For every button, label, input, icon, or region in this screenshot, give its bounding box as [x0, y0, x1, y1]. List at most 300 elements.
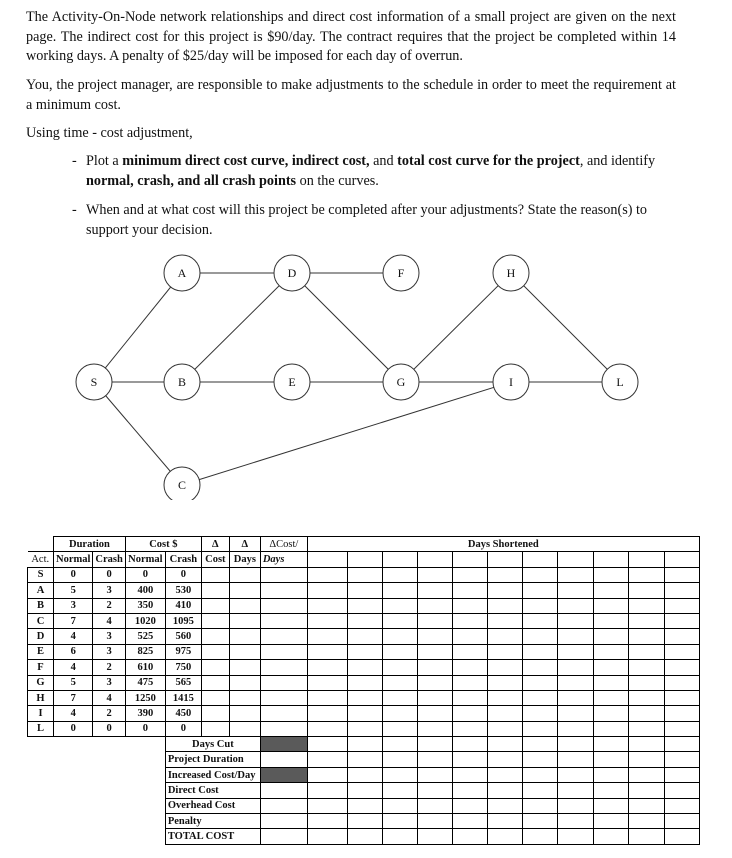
- bullet-dash: -: [72, 202, 77, 218]
- edge-c-i: [182, 382, 511, 485]
- table-row: [28, 567, 700, 582]
- crash-duration-cell: 3: [93, 583, 125, 598]
- blank-cell: [522, 706, 557, 721]
- blank-cell: [522, 721, 557, 736]
- activity-cell: B: [28, 598, 54, 613]
- blank-cell: [452, 829, 487, 844]
- crash-duration-cell: 2: [93, 660, 125, 675]
- crash-cost-cell: 1095: [165, 613, 201, 628]
- blank-cell: [487, 814, 522, 829]
- blank-cell: [382, 629, 417, 644]
- crash-cost-cell: 560: [165, 629, 201, 644]
- normal-cost-cell: 400: [125, 583, 165, 598]
- blank-cell: [347, 829, 382, 844]
- svg-text:D: D: [287, 266, 297, 280]
- blank-cell: [452, 660, 487, 675]
- blank-cell: [628, 706, 664, 721]
- crash-cost-cell: 450: [165, 706, 201, 721]
- summary-value-cell: [260, 814, 307, 829]
- summary-value-cell: [260, 798, 307, 813]
- blank-cell: [307, 660, 347, 675]
- blank-cell: [522, 613, 557, 628]
- blank-cell: [557, 798, 593, 813]
- summary-value-cell: [260, 752, 307, 767]
- table-row: [28, 629, 700, 644]
- node-s: [76, 364, 112, 400]
- blank-cell: [201, 567, 229, 582]
- header-days-label: Days: [229, 552, 260, 567]
- blank-cell: [522, 814, 557, 829]
- blank-cell: [487, 598, 522, 613]
- blank-cell: [229, 583, 260, 598]
- table-row: [28, 598, 700, 613]
- blank-cell: [347, 583, 382, 598]
- header-normal-duration: Normal: [54, 552, 93, 567]
- blank-cell: [557, 706, 593, 721]
- blank-cell: [664, 706, 699, 721]
- table-row: [28, 644, 700, 659]
- node-i: [493, 364, 529, 400]
- blank-cell: [260, 644, 307, 659]
- crash-cost-cell: 0: [165, 567, 201, 582]
- blank-cell: [628, 629, 664, 644]
- edge-s-a: [94, 273, 182, 382]
- blank-cell: [229, 721, 260, 736]
- activity-cell: I: [28, 706, 54, 721]
- bullet-dash: -: [72, 153, 77, 169]
- normal-cost-cell: 1250: [125, 690, 165, 705]
- header-cost-per-day: ΔCost/: [260, 537, 307, 552]
- header-crash-cost: Crash: [165, 552, 201, 567]
- blank-cell: [487, 690, 522, 705]
- blank-cell: [452, 721, 487, 736]
- blank-cell: [347, 706, 382, 721]
- blank-cell: [452, 613, 487, 628]
- node-h: [493, 255, 529, 291]
- blank-cell: [522, 583, 557, 598]
- blank-cell: [347, 567, 382, 582]
- blank-cell: [452, 629, 487, 644]
- blank-cell: [487, 721, 522, 736]
- blank-cell: [593, 829, 628, 844]
- summary-row: [28, 798, 700, 813]
- svg-text:I: I: [509, 375, 513, 389]
- blank-cell: [628, 783, 664, 798]
- blank-cell: [487, 752, 522, 767]
- svg-text:B: B: [177, 375, 187, 389]
- blank-cell: [382, 829, 417, 844]
- blank-cell: [307, 675, 347, 690]
- table-row: [28, 660, 700, 675]
- blank-cell: [628, 798, 664, 813]
- header-delta-cost: Δ: [201, 537, 229, 552]
- blank-cell: [417, 598, 452, 613]
- blank-cell: [201, 660, 229, 675]
- blank-cell: [593, 814, 628, 829]
- blank-cell: [382, 644, 417, 659]
- blank-cell: [260, 567, 307, 582]
- blank-cell: [417, 675, 452, 690]
- blank-cell: [628, 660, 664, 675]
- blank-cell: [307, 752, 347, 767]
- activity-cell: L: [28, 721, 54, 736]
- blank-cell: [593, 767, 628, 782]
- crash-duration-cell: 2: [93, 598, 125, 613]
- blank-cell: [347, 767, 382, 782]
- blank-cell: [417, 829, 452, 844]
- blank-cell: [229, 660, 260, 675]
- blank-cell: [347, 798, 382, 813]
- crash-duration-cell: 3: [93, 644, 125, 659]
- crash-duration-cell: 0: [93, 567, 125, 582]
- blank-cell: [628, 721, 664, 736]
- summary-row: [28, 767, 700, 782]
- edge-g-h: [401, 273, 511, 382]
- summary-label: Overhead Cost: [165, 798, 260, 813]
- blank-cell: [557, 613, 593, 628]
- blank-cell: [487, 644, 522, 659]
- blank-cell: [557, 598, 593, 613]
- blank-cell: [307, 706, 347, 721]
- bullet-1-text: Plot a minimum direct cost curve, indirect cost, and total cost curve for the project, and identify normal, crash, and all crash points on the curves.: [86, 153, 656, 189]
- blank-cell: [593, 798, 628, 813]
- activity-cost-table: [27, 536, 700, 845]
- blank-cell: [593, 783, 628, 798]
- header-crash-duration: Crash: [93, 552, 125, 567]
- blank-cell: [557, 752, 593, 767]
- blank-cell: [347, 660, 382, 675]
- activity-cell: F: [28, 660, 54, 675]
- header-act: Act.: [28, 552, 54, 567]
- blank-cell: [487, 829, 522, 844]
- blank-cell: [307, 629, 347, 644]
- normal-duration-cell: 4: [54, 660, 93, 675]
- blank-cell: [229, 644, 260, 659]
- crash-duration-cell: 0: [93, 721, 125, 736]
- node-l: [602, 364, 638, 400]
- blank-cell: [664, 598, 699, 613]
- blank-cell: [557, 583, 593, 598]
- crash-duration-cell: 2: [93, 706, 125, 721]
- blank-cell: [664, 829, 699, 844]
- blank-cell: [452, 752, 487, 767]
- blank-cell: [229, 629, 260, 644]
- blank-cell: [593, 706, 628, 721]
- intro-paragraph-2: You, the project manager, are responsible to make adjustments to the schedule in order to meet the requirement at a minimum cost.: [26, 77, 676, 113]
- blank-cell: [557, 644, 593, 659]
- blank-cell: [347, 721, 382, 736]
- blank-cell: [452, 737, 487, 752]
- blank-cell: [452, 767, 487, 782]
- blank-cell: [557, 629, 593, 644]
- blank-cell: [593, 675, 628, 690]
- blank-cell: [593, 721, 628, 736]
- normal-cost-cell: 475: [125, 675, 165, 690]
- blank-cell: [522, 737, 557, 752]
- summary-row: [28, 829, 700, 844]
- blank-cell: [229, 690, 260, 705]
- blank-cell: [452, 814, 487, 829]
- blank-cell: [522, 660, 557, 675]
- blank-cell: [201, 598, 229, 613]
- summary-value-cell: [260, 737, 307, 752]
- blank-cell: [487, 675, 522, 690]
- normal-cost-cell: 610: [125, 660, 165, 675]
- blank-cell: [417, 752, 452, 767]
- table-row: [28, 706, 700, 721]
- blank-cell: [487, 660, 522, 675]
- svg-text:A: A: [177, 266, 187, 280]
- blank-cell: [487, 629, 522, 644]
- summary-label: Increased Cost/Day: [165, 767, 260, 782]
- node-f: [383, 255, 419, 291]
- blank-cell: [522, 783, 557, 798]
- summary-value-cell: [260, 767, 307, 782]
- blank-cell: [347, 598, 382, 613]
- blank-cell: [260, 706, 307, 721]
- blank-cell: [452, 583, 487, 598]
- normal-cost-cell: 825: [125, 644, 165, 659]
- activity-cell: D: [28, 629, 54, 644]
- blank-cell: [452, 690, 487, 705]
- blank-cell: [628, 567, 664, 582]
- blank-cell: [628, 675, 664, 690]
- blank-cell: [522, 798, 557, 813]
- normal-cost-cell: 1020: [125, 613, 165, 628]
- activity-cell: C: [28, 613, 54, 628]
- blank-cell: [229, 567, 260, 582]
- blank-cell: [417, 706, 452, 721]
- blank-cell: [628, 814, 664, 829]
- blank-cell: [417, 660, 452, 675]
- activity-cell: A: [28, 583, 54, 598]
- blank-cell: [593, 644, 628, 659]
- blank-cell: [452, 644, 487, 659]
- blank-cell: [417, 783, 452, 798]
- activity-cell: H: [28, 690, 54, 705]
- blank-cell: [347, 690, 382, 705]
- blank-cell: [229, 675, 260, 690]
- blank-cell: [593, 598, 628, 613]
- blank-cell: [522, 567, 557, 582]
- bullet-1: [72, 152, 676, 191]
- blank-cell: [664, 814, 699, 829]
- blank-cell: [557, 567, 593, 582]
- crash-cost-cell: 530: [165, 583, 201, 598]
- blank-cell: [307, 583, 347, 598]
- blank-cell: [229, 613, 260, 628]
- svg-text:G: G: [396, 375, 406, 389]
- crash-duration-cell: 3: [93, 675, 125, 690]
- normal-duration-cell: 4: [54, 629, 93, 644]
- blank-cell: [307, 690, 347, 705]
- crash-duration-cell: 4: [93, 690, 125, 705]
- blank-cell: [522, 629, 557, 644]
- crash-cost-cell: 1415: [165, 690, 201, 705]
- blank-cell: [260, 598, 307, 613]
- activity-cell: G: [28, 675, 54, 690]
- blank-cell: [628, 583, 664, 598]
- table-row: [28, 675, 700, 690]
- normal-duration-cell: 7: [54, 613, 93, 628]
- blank-cell: [593, 737, 628, 752]
- blank-cell: [487, 706, 522, 721]
- blank-cell: [557, 737, 593, 752]
- blank-cell: [664, 567, 699, 582]
- header-cost: Cost $: [125, 537, 201, 552]
- blank-cell: [452, 567, 487, 582]
- bullet-2: [72, 201, 676, 240]
- summary-row: [28, 783, 700, 798]
- summary-row: [28, 814, 700, 829]
- edge-h-l: [511, 273, 620, 382]
- blank-cell: [260, 583, 307, 598]
- header-days-italic: Days: [260, 552, 307, 567]
- blank-cell: [557, 783, 593, 798]
- summary-label: Days Cut: [165, 737, 260, 752]
- blank-cell: [664, 583, 699, 598]
- blank-cell: [260, 660, 307, 675]
- blank-cell: [307, 598, 347, 613]
- blank-cell: [347, 644, 382, 659]
- blank-cell: [664, 752, 699, 767]
- blank-cell: [452, 675, 487, 690]
- blank-cell: [557, 829, 593, 844]
- node-d: [274, 255, 310, 291]
- header-cost-label: Cost: [201, 552, 229, 567]
- blank-cell: [487, 567, 522, 582]
- edge-b-d: [182, 273, 292, 382]
- blank-cell: [417, 613, 452, 628]
- blank-cell: [593, 629, 628, 644]
- svg-text:C: C: [177, 478, 187, 492]
- summary-row: [28, 752, 700, 767]
- summary-value-cell: [260, 783, 307, 798]
- blank-cell: [628, 690, 664, 705]
- blank-cell: [307, 613, 347, 628]
- blank-cell: [522, 598, 557, 613]
- blank-cell: [260, 675, 307, 690]
- svg-text:E: E: [288, 375, 296, 389]
- bullet-2-text: When and at what cost will this project be completed after your adjustments? State the reason(s) to support your decision.: [86, 202, 648, 238]
- intro-paragraph-1: The Activity-On-Node network relationships and direct cost information of a small project are given on the next page. The indirect cost for this project is $90/day. The contract requires that the project be completed within 14 working days. A penalty of $25/day will be imposed for each day of overrun.: [26, 9, 676, 64]
- svg-text:H: H: [506, 266, 516, 280]
- blank-cell: [260, 629, 307, 644]
- blank-cell: [201, 675, 229, 690]
- blank-cell: [664, 690, 699, 705]
- blank-cell: [557, 690, 593, 705]
- blank-cell: [417, 690, 452, 705]
- crash-duration-cell: 4: [93, 613, 125, 628]
- crash-cost-cell: 565: [165, 675, 201, 690]
- normal-duration-cell: 0: [54, 721, 93, 736]
- blank-cell: [664, 613, 699, 628]
- aon-network-diagram: [0, 250, 732, 500]
- blank-cell: [229, 706, 260, 721]
- blank-cell: [347, 814, 382, 829]
- blank-cell: [229, 598, 260, 613]
- summary-row: [28, 737, 700, 752]
- blank-cell: [307, 767, 347, 782]
- blank-cell: [417, 737, 452, 752]
- blank-cell: [260, 613, 307, 628]
- normal-duration-cell: 5: [54, 583, 93, 598]
- summary-label: TOTAL COST: [165, 829, 260, 844]
- blank-cell: [382, 613, 417, 628]
- blank-cell: [201, 613, 229, 628]
- blank-cell: [522, 752, 557, 767]
- blank-cell: [664, 783, 699, 798]
- blank-cell: [452, 783, 487, 798]
- blank-cell: [260, 721, 307, 736]
- blank-cell: [628, 829, 664, 844]
- normal-duration-cell: 0: [54, 567, 93, 582]
- blank-cell: [557, 660, 593, 675]
- intro-paragraph-3: Using time - cost adjustment,: [26, 125, 193, 141]
- node-b: [164, 364, 200, 400]
- blank-cell: [522, 690, 557, 705]
- blank-cell: [347, 675, 382, 690]
- normal-duration-cell: 7: [54, 690, 93, 705]
- table-row: [28, 583, 700, 598]
- normal-duration-cell: 5: [54, 675, 93, 690]
- header-delta-days: Δ: [229, 537, 260, 552]
- blank-cell: [417, 567, 452, 582]
- normal-duration-cell: 4: [54, 706, 93, 721]
- blank-cell: [487, 613, 522, 628]
- blank-cell: [307, 829, 347, 844]
- svg-text:L: L: [616, 375, 624, 389]
- blank-cell: [452, 706, 487, 721]
- blank-cell: [628, 644, 664, 659]
- header-duration: Duration: [54, 537, 126, 552]
- summary-label: Penalty: [165, 814, 260, 829]
- blank-cell: [452, 798, 487, 813]
- svg-text:F: F: [397, 266, 405, 280]
- blank-cell: [417, 721, 452, 736]
- blank-cell: [260, 690, 307, 705]
- blank-cell: [382, 598, 417, 613]
- blank-cell: [593, 613, 628, 628]
- normal-cost-cell: 525: [125, 629, 165, 644]
- normal-duration-cell: 3: [54, 598, 93, 613]
- blank-cell: [382, 783, 417, 798]
- blank-cell: [307, 567, 347, 582]
- blank-cell: [347, 752, 382, 767]
- crash-cost-cell: 0: [165, 721, 201, 736]
- blank-cell: [417, 798, 452, 813]
- blank-cell: [593, 583, 628, 598]
- table-header-row-2: [28, 552, 700, 567]
- blank-cell: [417, 629, 452, 644]
- blank-cell: [557, 814, 593, 829]
- blank-cell: [201, 644, 229, 659]
- blank-cell: [417, 814, 452, 829]
- blank-cell: [628, 613, 664, 628]
- activity-cell: E: [28, 644, 54, 659]
- blank-cell: [382, 706, 417, 721]
- blank-cell: [347, 613, 382, 628]
- blank-cell: [557, 675, 593, 690]
- blank-cell: [382, 798, 417, 813]
- blank-cell: [201, 706, 229, 721]
- blank-cell: [347, 629, 382, 644]
- blank-cell: [307, 814, 347, 829]
- blank-cell: [487, 767, 522, 782]
- blank-cell: [664, 767, 699, 782]
- blank-cell: [347, 783, 382, 798]
- blank-cell: [382, 737, 417, 752]
